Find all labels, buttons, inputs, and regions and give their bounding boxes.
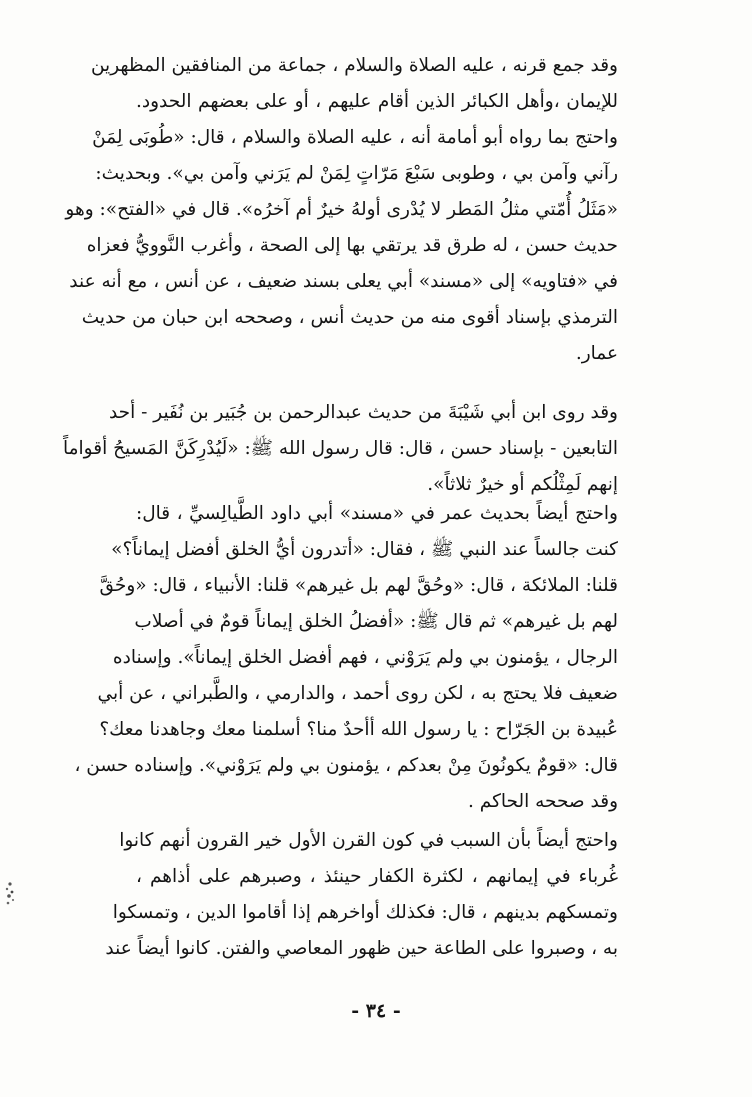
paragraph-2 xyxy=(63,395,618,503)
text-line: التابعين - بإسناد حسن ، قال: قال رسول الله ﷺ: «لَيُدْرِكَنَّ المَسيحُ أقواماً xyxy=(63,438,618,459)
text-line: الرجال ، يؤمنون بي ولم يَرَوْني ، فهم أفضل الخلق إيماناً». وإسناده xyxy=(112,647,618,668)
paragraph-3 xyxy=(74,496,618,820)
paragraph-4 xyxy=(105,823,618,967)
text-line: إنهم لَمِثْلُكم أو خيرٌ ثلاثاً». xyxy=(427,474,618,495)
text-line: غُرباء في إيمانهم ، لكثرة الكفار حينئذ ، وصبرهم على أذاهم ، xyxy=(136,866,618,887)
text-line: ضعيف فلا يحتج به ، لكن روى أحمد ، والدارمي ، والطَّبراني ، عن أبي xyxy=(97,683,618,704)
text-line: رآني وآمن بي ، وطوبى سَبْعَ مَرّاتٍ لِمَنْ لم يَرَني وآمن بي». وبحديث: xyxy=(95,163,618,184)
text-line: في «فتاويه» إلى «مسند» أبي يعلى بسند ضعيف ، عن أنس ، مع أنه عند xyxy=(69,271,618,292)
text-line: عُبيدة بن الجَرّاح : يا رسول الله أأحدٌ منا؟ أسلمنا معك وجاهدنا معك؟ xyxy=(99,719,618,740)
text-line: حديث حسن ، له طرق قد يرتقي بها إلى الصحة ، وأغرب النَّوويُّ فعزاه xyxy=(86,235,618,256)
text-line: وقد صححه الحاكم . xyxy=(468,791,618,812)
text-line: وتمسكهم بدينهم ، قال: فكذلك أواخرهم إذا أقاموا الدين ، وتمسكوا xyxy=(112,902,618,923)
text-line: واحتج أيضاً بحديث عمر في «مسند» أبي داود الطَّيالِسيِّ ، قال: xyxy=(136,503,618,524)
text-line: قلنا: الملائكة ، قال: «وحُقَّ لهم بل غيرهم» قلنا: الأنبياء ، قال: «وحُقَّ xyxy=(99,575,618,596)
text-line: عمار. xyxy=(575,343,618,364)
text-line: به ، وصبروا على الطاعة حين ظهور المعاصي والفتن. كانوا أيضاً عند xyxy=(105,938,618,959)
text-line: كنت جالساً عند النبي ﷺ ، فقال: «أتدرون أيُّ الخلق أفضل إيماناً؟» xyxy=(111,539,618,560)
text-line: قال: «قومٌ يكونُونَ مِنْ بعدكم ، يؤمنون بي ولم يَرَوْني». وإسناده حسن ، xyxy=(74,755,618,776)
scan-speck-mark xyxy=(2,876,18,910)
page-number: - ٣٤ - xyxy=(351,1000,401,1022)
paragraph-1 xyxy=(65,48,618,372)
text-line: وقد جمع قرنه ، عليه الصلاة والسلام ، جماعة من المنافقين المظهرين xyxy=(90,55,618,76)
text-line: «مَثَلُ أُمّتي مثلُ المَطر لا يُدْرى أولهُ خيرٌ أم آخرُه». قال في «الفتح»: وهو xyxy=(65,199,618,220)
text-line: وقد روى ابن أبي شَيْبَةَ من حديث عبدالرحمن بن جُبَير بن نُفَير - أحد xyxy=(108,402,618,423)
text-line: الترمذي بإسناد أقوى منه من حديث أنس ، وصححه ابن حبان من حديث xyxy=(81,307,618,328)
text-line: واحتج بما رواه أبو أمامة أنه ، عليه الصلاة والسلام ، قال: «طُوبَى لِمَنْ xyxy=(92,127,618,148)
text-line: لهم بل غيرهم» ثم قال ﷺ: «أفضلُ الخلق إيماناً قومٌ في أصلاب xyxy=(134,611,618,632)
text-line: واحتج أيضاً بأن السبب في كون القرن الأول خير القرون أنهم كانوا xyxy=(119,830,618,851)
text-line: للإيمان ،وأهل الكبائر الذين أقام عليهم ، أو على بعضهم الحدود. xyxy=(136,91,618,112)
